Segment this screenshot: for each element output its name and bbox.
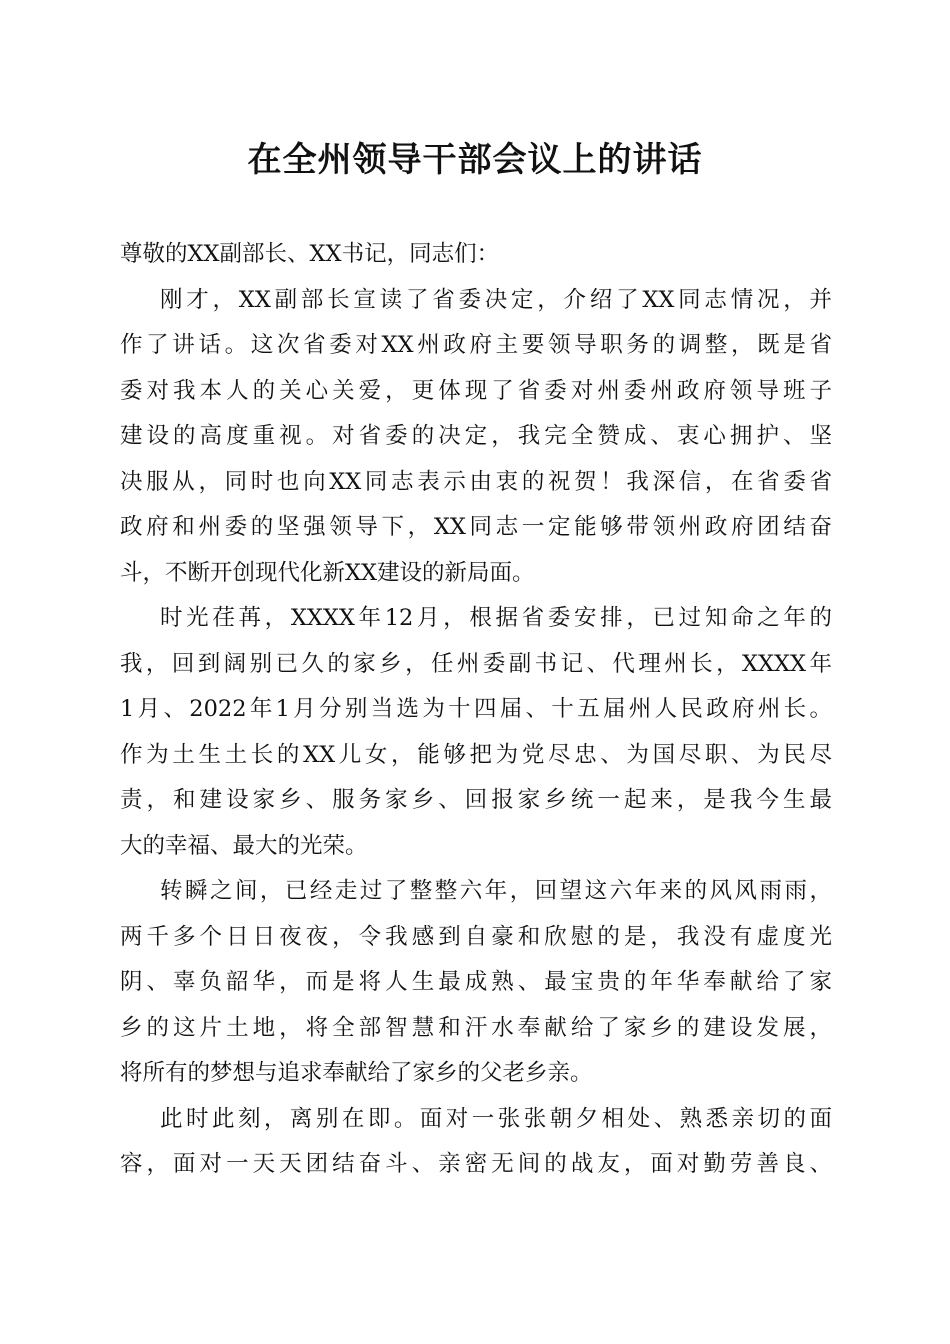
paragraph-1-line: 政府和州委的坚强领导下，XX同志一定能够带领州政府团结奋	[120, 514, 832, 540]
salutation: 尊敬的XX副部长、XX书记，同志们：	[120, 241, 500, 267]
paragraph-1-line: 建设的高度重视。对省委的决定，我完全赞成、衷心拥护、坚	[120, 423, 832, 449]
speech-body	[120, 232, 832, 1188]
paragraph-1-line: 委对我本人的关心关爱，更体现了省委对州委州政府领导班子	[120, 377, 832, 404]
paragraph-2-line: 责，和建设家乡、服务家乡、回报家乡统一起来，是我今生最	[120, 787, 832, 813]
paragraph-4-line: 此时此刻，离别在即。面对一张张朝夕相处、熟悉亲切的面	[160, 1105, 832, 1132]
paragraph-3-line: 两千多个日日夜夜，令我感到自豪和欣慰的是，我没有虚度光	[120, 923, 832, 950]
paragraph-1-line: 斗，不断开创现代化新XX建设的新局面。	[120, 559, 535, 586]
paragraph-2-line: 大的幸福、最大的光荣。	[120, 832, 368, 859]
paragraph-2-line: 我，回到阔别已久的家乡，任州委副书记、代理州长，XXXX年	[120, 650, 832, 677]
paragraph-3-line: 转瞬之间，已经走过了整整六年，回望这六年来的风风雨雨，	[160, 878, 832, 904]
paragraph-1-line: 作了讲话。这次省委对XX州政府主要领导职务的调整，既是省	[120, 332, 832, 358]
paragraph-1-line: 决服从，同时也向XX同志表示由衷的祝贺！我深信，在省委省	[120, 468, 832, 495]
paragraph-3-line: 将所有的梦想与追求奉献给了家乡的父老乡亲。	[120, 1060, 593, 1086]
paragraph-4-line: 容，面对一天天团结奋斗、亲密无间的战友，面对勤劳善良、	[120, 1151, 832, 1177]
paragraph-3-line: 阴、辜负韶华，而是将人生最成熟、最宝贵的年华奉献给了家	[120, 969, 832, 995]
paragraph-2-line: 1月、2022年1月分别当选为十四届、十五届州人民政府州长。	[120, 696, 832, 722]
paragraph-1-line: 刚才，XX副部长宣读了省委决定，介绍了XX同志情况，并	[160, 286, 832, 313]
paragraph-2-line: 作为土生土长的XX儿女，能够把为党尽忠、为国尽职、为民尽	[120, 741, 832, 768]
page-title: 在全州领导干部会议上的讲话	[247, 140, 703, 180]
paragraph-3-line: 乡的这片土地，将全部智慧和汗水奉献给了家乡的建设发展，	[120, 1014, 832, 1041]
paragraph-2-line: 时光荏苒，XXXX年12月，根据省委安排，已过知命之年的	[160, 605, 832, 631]
